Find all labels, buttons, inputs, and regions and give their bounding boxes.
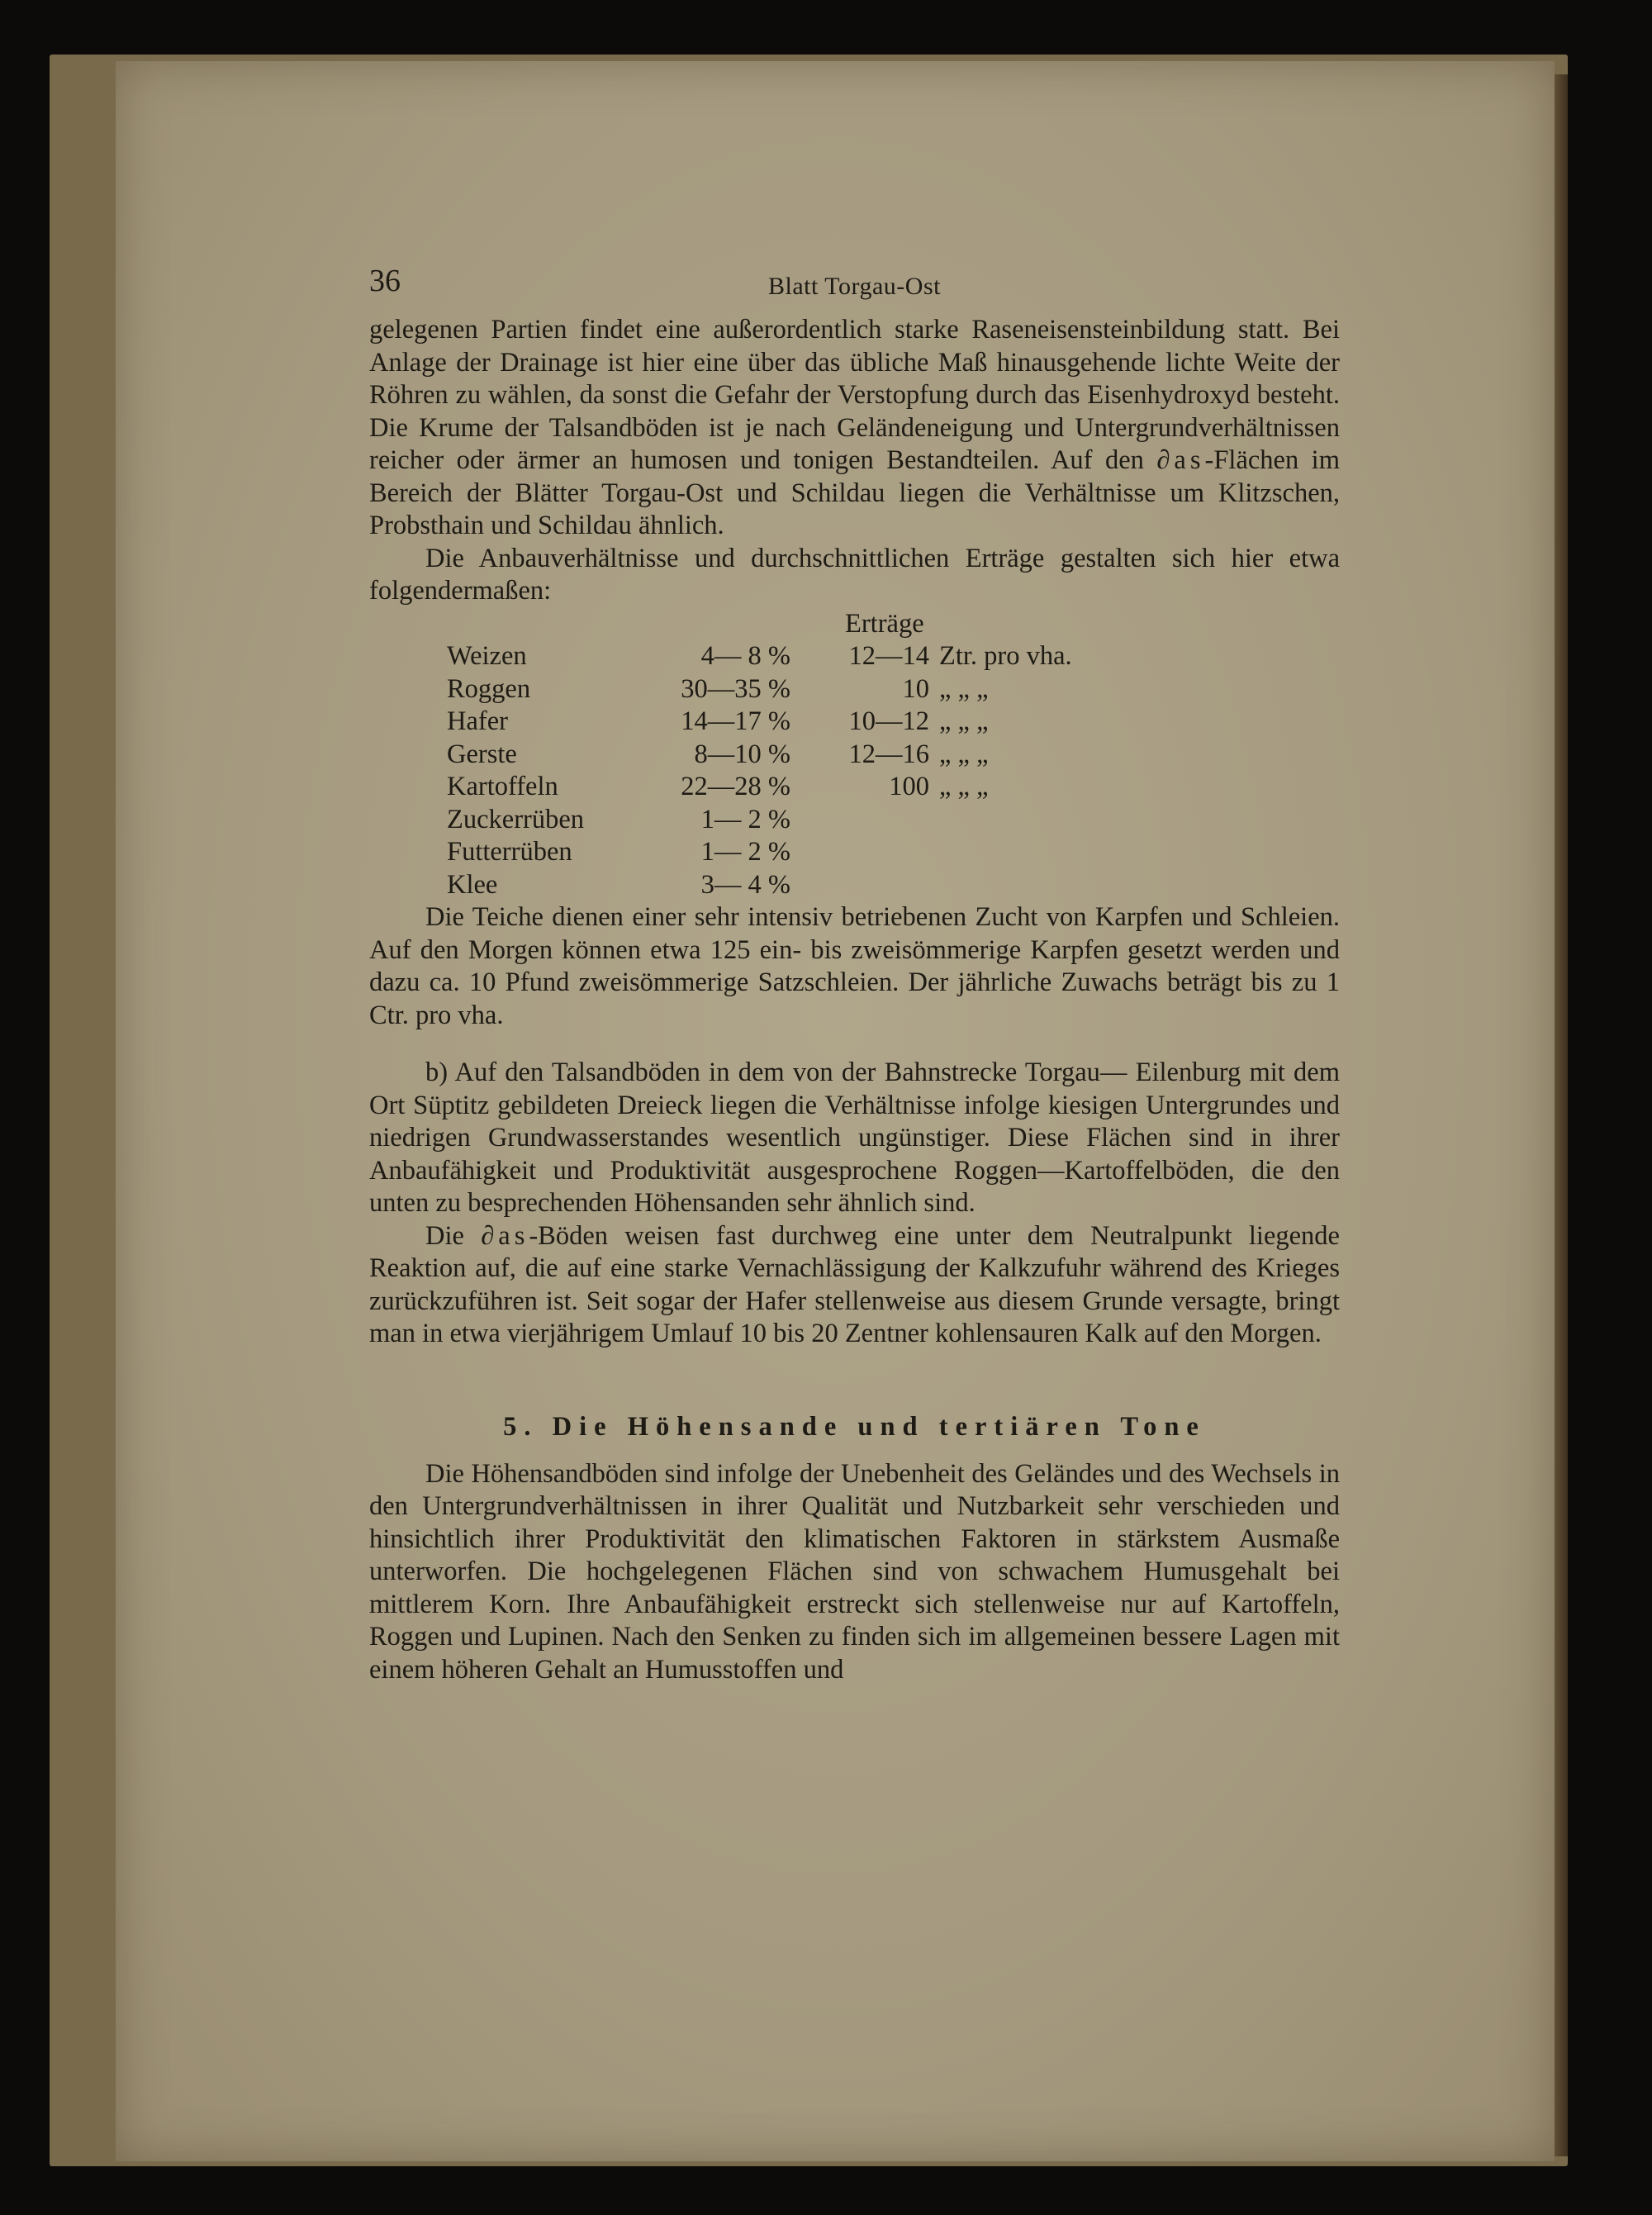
table-row bbox=[447, 673, 1072, 706]
crop-name: Klee bbox=[447, 869, 498, 900]
crop-unit: „ „ „ bbox=[939, 673, 989, 704]
paragraph-talsandboeden-b: b) Auf den Talsandböden in dem von der Bahnstrecke Torgau— Eilenburg mit dem Ort Süptitz gebildeten Dreieck liegen die Verhältnisse infolge kiesigen Untergrundes und niedrigen Grundwasserstandes wesentlich ungünstiger. Diese Flächen sind in ihrer Anbaufähigkeit und Produktivität ausgesprochene Roggen—Kartoffelböden, die den unten zu besprechenden Höhensanden sehr ähnlich sind. bbox=[369, 1058, 1340, 1218]
yields-caption-row bbox=[447, 608, 1072, 641]
paragraph-text: gelegenen Partien findet eine außerordentlich starke Raseneisensteinbildung statt. Bei Anlage der Drainage ist hier eine über das übliche Maß hinausgehende lichte Weite der Röhren zu wählen, da sonst die Gefahr der Verstopfung durch das Eisenhydroxyd besteht. Die Krume der Talsandböden ist je nach Geländeneigung und Untergrundverhältnissen reicher oder ärmer an humosen und tonigen Bestandteilen. Auf den bbox=[369, 315, 1340, 475]
page-header bbox=[369, 263, 1340, 314]
crop-yield bbox=[790, 836, 929, 869]
table-row bbox=[447, 640, 1072, 673]
crop-name: Kartoffeln bbox=[447, 772, 558, 801]
spacer bbox=[369, 1351, 1340, 1410]
crop-name: Zuckerrüben bbox=[447, 804, 585, 834]
crop-unit: „ „ „ bbox=[939, 739, 989, 769]
crop-yield: 10—12 bbox=[848, 706, 929, 736]
crop-name: Gerste bbox=[447, 739, 517, 769]
paragraph-teiche: Die Teiche dienen einer sehr intensiv betriebenen Zucht von Karpfen und Schleien. Auf den Morgen können etwa 125 ein- bis zweisömmerige Karpfen gesetzt werden und dazu ca. 10 Pfund zweisömmerige Satzschleien. Der jährliche Zuwachs beträgt bis zu 1 Ctr. pro vha. bbox=[369, 902, 1340, 1030]
paragraph-anbauverhaeltnisse: Die Anbauverhältnisse und durchschnittlichen Erträge gestalten sich hier etwa folgendermaßen: bbox=[369, 543, 1340, 606]
crop-unit: Ztr. pro vha. bbox=[939, 641, 1072, 671]
paragraph-text: -Böden weisen fast durchweg eine unter dem Neutralpunkt liegende Reaktion auf, die auf eine starke Vernachlässigung der Kalkzufuhr während des Krieges zurückzuführen ist. Seit sogar der Hafer stellenweise aus diesem Grunde versagte, bringt man in etwa vierjährigem Umlauf 10 bis 20 Zentner kohlensauren Kalk auf den Morgen. bbox=[369, 1220, 1340, 1348]
crop-share: 8—10 % bbox=[694, 739, 790, 769]
paragraph-das-boeden bbox=[369, 1220, 1340, 1351]
paragraph-text: -Flächen im Bereich der Blätter Torgau-Ost und Schildau liegen die Verhältnisse um Klitzschen, Probsthain und Schildau ähnlich. bbox=[369, 445, 1340, 540]
yields-table bbox=[447, 608, 1072, 902]
table-row bbox=[447, 804, 1072, 837]
crop-yield: 12—14 bbox=[848, 641, 929, 671]
table-row bbox=[447, 706, 1072, 739]
page-text-area bbox=[369, 263, 1340, 1686]
table-row bbox=[447, 869, 1072, 902]
crop-share: 1— 2 % bbox=[700, 804, 790, 834]
table-row bbox=[447, 739, 1072, 772]
crop-unit: „ „ „ bbox=[939, 706, 989, 736]
crop-share: 1— 2 % bbox=[700, 837, 790, 867]
crop-yield: 100 bbox=[889, 772, 929, 801]
table-row bbox=[447, 836, 1072, 869]
spacer bbox=[369, 1443, 1340, 1458]
paragraph-raseneisenstein bbox=[369, 314, 1340, 543]
paragraph-hoehensande: Die Höhensandböden sind infolge der Unebenheit des Geländes und des Wechsels in den Untergrundverhältnissen in ihrer Qualität und Nutzbarkeit sehr verschieden und hinsichtlich ihrer Produktivität den klimatischen Faktoren in stärkstem Ausmaße unterworfen. Die hochgelegenen Flächen sind von schwachem Humusgehalt bei mittlerem Korn. Ihre Anbaufähigkeit erstreckt sich stellenweise nur auf Kartoffeln, Roggen und Lupinen. Nach den Senken zu finden sich im allgemeinen bessere Lagen mit einem höheren Gehalt an Humusstoffen und bbox=[369, 1458, 1340, 1685]
crop-yield: 12—16 bbox=[848, 739, 929, 769]
crop-unit: „ „ „ bbox=[939, 772, 989, 801]
crop-share: 3— 4 % bbox=[700, 869, 790, 900]
crop-name: Hafer bbox=[447, 706, 508, 736]
crop-share: 22—28 % bbox=[681, 772, 790, 801]
crop-unit bbox=[929, 869, 1072, 902]
soil-symbol: ∂as bbox=[1156, 445, 1205, 475]
crop-share: 4— 8 % bbox=[700, 641, 790, 671]
crop-name: Weizen bbox=[447, 641, 527, 671]
crop-unit bbox=[929, 804, 1072, 837]
crop-yield: 10 bbox=[902, 673, 929, 704]
crop-yield bbox=[790, 804, 929, 837]
spacer bbox=[369, 1032, 1340, 1057]
running-title: Blatt Torgau-Ost bbox=[768, 273, 941, 300]
page-number: 36 bbox=[369, 264, 401, 298]
crop-unit bbox=[929, 836, 1072, 869]
crop-yield bbox=[790, 869, 929, 902]
crop-share: 14—17 % bbox=[681, 706, 790, 736]
crop-share: 30—35 % bbox=[681, 673, 790, 704]
paragraph-text: Die bbox=[425, 1220, 482, 1251]
soil-symbol: ∂as bbox=[481, 1220, 529, 1251]
section-heading: 5. Die Höhensande und tertiären Tone bbox=[503, 1411, 1206, 1442]
table-row bbox=[447, 771, 1072, 804]
crop-name: Roggen bbox=[447, 673, 531, 704]
ertraege-label: Erträge bbox=[845, 608, 924, 639]
crop-name: Futterrüben bbox=[447, 837, 572, 867]
